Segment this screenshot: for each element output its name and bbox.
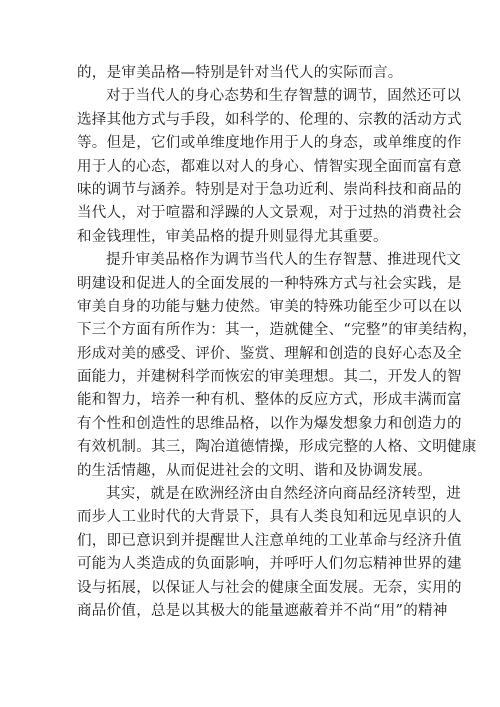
paragraph (77, 85, 462, 249)
text-line: 商品价值，总是以其极大的能量遮蔽着并不尚“用”的精神 (77, 602, 448, 619)
text-line: 下三个方面有所作为：其一，造就健全、“完整”的审美结构， (77, 322, 478, 339)
paragraph (77, 249, 478, 483)
text-line: 能和智力，培养一种有机、整体的反应方式，形成丰满而富 (77, 392, 462, 409)
text-line: 明建设和促进人的全面发展的一种特殊方式与社会实践，是 (77, 275, 462, 292)
paragraph (77, 483, 462, 623)
text-line: 当代人，对于喧嚣和浮躁的人文景观，对于过热的消费社会 (77, 205, 462, 222)
text-line: 面能力，并建树科学而恢宏的审美理想。其二，开发人的智 (77, 369, 462, 386)
text-line: 其实，就是在欧洲经济由自然经济向商品经济转型，进 (106, 486, 462, 503)
text-line: 等。但是，它们或单维度地作用于人的身态，或单维度的作 (77, 135, 462, 152)
text-line: 审美自身的功能与魅力使然。审美的特殊功能至少可以在以 (77, 298, 462, 315)
text-line: 的，是审美品格—特别是针对当代人的实际而言。 (77, 65, 403, 81)
text-line: 用于人的心态，都难以对人的身心、情智实现全面而富有意 (77, 158, 462, 175)
text-line: 味的调节与涵养。特别是对于急功近利、崇尚科技和商品的 (77, 181, 462, 198)
text-line: 提升审美品格作为调节当代人的生存智慧、推进现代文 (106, 252, 462, 269)
text-line: 设与拓展，以保证人与社会的健康全面发展。无奈，实用的 (77, 579, 462, 596)
text-line: 对于当代人的身心态势和生存智慧的调节，固然还可以 (106, 88, 462, 105)
text-line: 们，即已意识到并提醒世人注意单纯的工业革命与经济升值 (77, 532, 462, 549)
paragraph-continuation (77, 62, 427, 85)
text-line: 的生活情趣，从而促进社会的文明、谐和及协调发展。 (77, 462, 433, 479)
text-line: 选择其他方式与手段，如科学的、伦理的、宗教的活动方式 (77, 111, 462, 128)
text-line: 有效机制。其三，陶冶道德情操，形成完整的人格、文明健康 (77, 439, 477, 456)
body-text (77, 62, 478, 623)
text-line: 和金钱理性，审美品格的提升则显得尤其重要。 (77, 228, 388, 245)
text-line: 有个性和创造性的思维品格，以作为爆发想象力和创造力的 (77, 415, 462, 432)
text-line: 而步人工业时代的大背景下，具有人类良知和远见卓识的人 (77, 509, 462, 526)
text-line: 可能为人类造成的负面影响，并呼吁人们勿忘精神世界的建 (77, 556, 462, 573)
text-line: 形成对美的感受、评价、鉴赏、理解和创造的良好心态及全 (77, 345, 462, 362)
